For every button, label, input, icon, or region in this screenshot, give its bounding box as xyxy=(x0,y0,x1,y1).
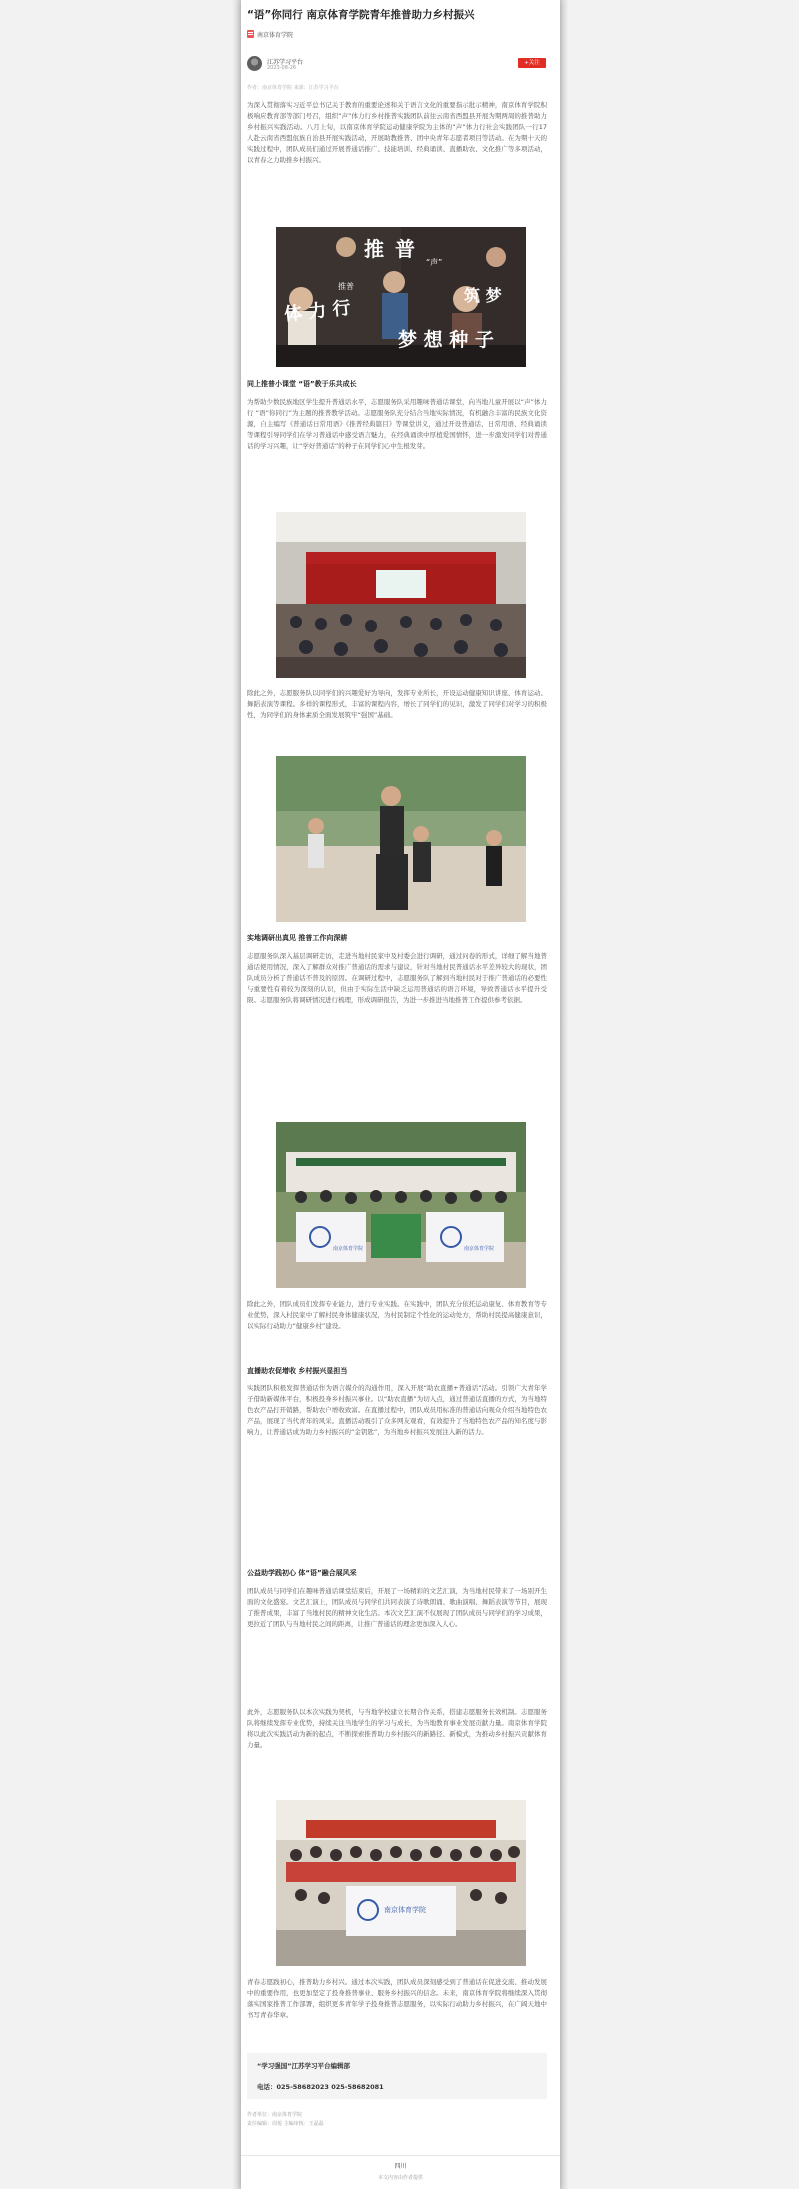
poster-text-3: 筑 梦 xyxy=(464,286,502,305)
source-tag[interactable] xyxy=(247,28,293,40)
banner-text-left: 南京体育学院 xyxy=(333,1246,364,1252)
section-heading-4: 公益助学践初心 体“语”融合展风采 xyxy=(247,1569,357,1577)
source-tag-label: 南京体育学院 xyxy=(257,31,294,39)
photo-auditorium xyxy=(276,512,526,678)
poster-text-4: 梦 想 种 子 xyxy=(398,329,494,351)
paragraph-professional: 除此之外，团队成员们发挥专业能力，进行专业实践。在实践中，团队充分依托运动康复、体育教育等专业优势，深入村民家中了解村民身体健康状况，为村民制定个性化的运动处方，帮助村民提高健康意识，以实际行动助力“健康乡村”建设。 xyxy=(247,1300,547,1330)
poster-small-text: “声” xyxy=(426,258,443,267)
bookmark-icon xyxy=(247,30,254,38)
section-heading-2: 实地调研出真见 推普工作向深耕 xyxy=(247,934,348,942)
group-banner-image xyxy=(276,1122,526,1288)
article-title: “语”你同行 南京体育学院青年推普助力乡村振兴 xyxy=(247,9,475,21)
bottom-label[interactable]: 四川 xyxy=(394,2163,407,2170)
photo-outdoor xyxy=(276,756,526,922)
follow-button[interactable]: +关注 xyxy=(518,58,546,68)
article-meta: 作者：南京体育学院 来源：江苏学习平台 xyxy=(247,85,339,91)
outdoor-image xyxy=(276,756,526,922)
editor-info: 责任编辑：周悦 主编审核：王磊磊 xyxy=(247,2121,324,2127)
author-bar xyxy=(247,54,554,72)
paragraph-closing: 青春志愿践初心，推普助力乡村兴。通过本次实践，团队成员深刻感受到了普通话在促进交流、推动发展中的重要作用，也更加坚定了投身推普事业、服务乡村振兴的信念。未来，南京体育学院将继续深入贯彻落实国家推普工作部署，组织更多青年学子投身推普志愿服务，以实际行动助力乡村振兴，在广阔天地中书写青春华章。 xyxy=(247,1978,547,2019)
article-page xyxy=(241,0,560,2189)
paragraph-classroom: 为帮助少数民族地区学生提升普通话水平，志愿服务队采用趣味普通话课堂，向当地儿童开展以“声”体力行 “语”你同行”为主题的推普教学活动。志愿服务队充分结合当地实际情况，有机融合丰富的民族文化资源，自主编写《普通话日常用语》《推普经典篇目》等课堂讲义，通过开设普通话、日常用语、经典诵读等课程引导同学们在学习普通话中感受语言魅力，在经典诵读中厚植爱国情怀，进一步激发同学们对普通话的学习兴趣，让“学好普通话”的种子在同学们心中生根发芽。 xyxy=(247,398,547,450)
paragraph-survey: 志愿服务队深入基层调研走访，走进当地村民家中及村委会进行调研，通过问卷的形式，详细了解当地普通话使用情况，深入了解群众对推广普通话的需求与建议，针对当地村民普通话水平差异较大的现状，团队成员分析了普通话不普及的原因。在调研过程中，志愿服务队了解到当地村民对于推广普通话的必要性与重要性有着较为深刻的认识，但由于实际生活中缺乏运用普通话的语言环境，导致普通话水平提升受限。志愿服务队将调研情况进行梳理，形成调研报告，为进一步推进当地推普工作提供参考依据。 xyxy=(247,952,547,1004)
paragraph-livestream: 实践团队积极发挥普通话作为语言媒介的沟通作用，深入开展“助农直播+普通话”活动。引领广大青年学子借助新媒体平台，积极投身乡村振兴事业。以“助农直播”为切入点，通过普通话直播的方式，为当地特色农产品打开销路，帮助农户增收致富。在直播过程中，团队成员用标准的普通话向观众介绍当地特色农产品，展现了当代青年的风采。直播活动吸引了众多网友观看，有效提升了当地特色农产品的知名度与影响力，让普通话成为助力乡村振兴的“金钥匙”，为当地乡村振兴发展注入新的活力。 xyxy=(247,1384,547,1436)
photo-kids-group xyxy=(276,1800,526,1966)
poster-small-text-2: 推普 xyxy=(338,282,354,291)
paragraph-sports: 除此之外，志愿服务队以同学们的兴趣爱好为导向，发挥专业所长，开设运动健康知识讲座、体育运动、舞蹈表演等课程。多样的课程形式，丰富的课程内容，增长了同学们的见识，激发了同学们对学习的积极性，为同学们的身体素质全面发展筑牢“强国”基础。 xyxy=(247,689,547,719)
editorial-phone: 电话：025-58682023 025-58682081 xyxy=(257,2083,384,2091)
page-shadow-right xyxy=(560,0,569,2189)
contact-box xyxy=(247,2053,547,2099)
paragraph-performance: 团队成员与同学们在趣味普通话课堂结束后，开展了一场精彩的文艺汇演，为当地村民带来了一场别开生面的文化盛宴。文艺汇演上，团队成员与同学们共同表演了诗歌朗诵、歌曲演唱、舞蹈表演等节目，展现了推普成果，丰富了当地村民的精神文化生活。本次文艺汇演不仅展现了团队成员与同学们的学习成果，更拉近了团队与当地村民之间的距离，让推广普通话的理念更加深入人心。 xyxy=(247,1587,547,1628)
avatar[interactable] xyxy=(247,56,262,71)
kids-group-image xyxy=(276,1800,526,1966)
editorial-title: “学习强国”江苏学习平台编辑部 xyxy=(257,2062,351,2070)
poster-text-1: 推 普 xyxy=(364,237,417,261)
banner-text-right: 南京体育学院 xyxy=(464,1246,495,1252)
photo-group-banners xyxy=(276,1122,526,1288)
paragraph-intro: 为深入贯彻落实习近平总书记关于教育的重要论述和关于语言文化的重要指示批示精神，南京体育学院积极响应教育部等部门号召，组织“声”体力行乡村推普实践团队前往云南省西盟县开展为期两周的推普助力乡村振兴实践活动。八月上旬，以南京体育学院运动健康学院为主体的“声”体力行社会实践团队一行17人赴云南省西盟佤族自治县开展实践活动，开展助教推普、团中央青年志愿者项目等活动。在为期十天的实践过程中，团队成员们通过开展普通话推广、技能培训、经典诵读、直播助农、文化推广等多项活动，以青春之力助推乡村振兴。 xyxy=(247,101,547,164)
section-heading-1: 同上推普小课堂 “语”教于乐共成长 xyxy=(247,380,357,388)
auditorium-image xyxy=(276,512,526,678)
paragraph-future: 此外，志愿服务队以本次实践为契机，与当地学校建立长期合作关系，搭建志愿服务长效机制。志愿服务队将继续发挥专业优势，持续关注当地学生的学习与成长，为当地教育事业发展贡献力量。南京体育学院将以此次实践活动为新的起点，不断探索推普助力乡村振兴的新路径、新模式，为推动乡村振兴贡献体育力量。 xyxy=(247,1708,547,1749)
author-unit: 作者单位：南京体育学院 xyxy=(247,2112,303,2118)
bottom-subtext: 本文内容由作者提供 xyxy=(377,2175,423,2181)
photo-poster xyxy=(276,227,526,367)
publish-date: 2023-08-26 xyxy=(267,65,297,71)
author-name[interactable]: 江苏学习平台 xyxy=(267,59,304,66)
page-shadow-left xyxy=(232,0,241,2189)
poster-text-2: 体 力 行 xyxy=(283,297,352,326)
section-heading-3: 直播助农促增收 乡村振兴显担当 xyxy=(247,1367,348,1375)
banner-text-kids: 南京体育学院 xyxy=(384,1906,426,1914)
bottom-divider xyxy=(241,2155,560,2156)
